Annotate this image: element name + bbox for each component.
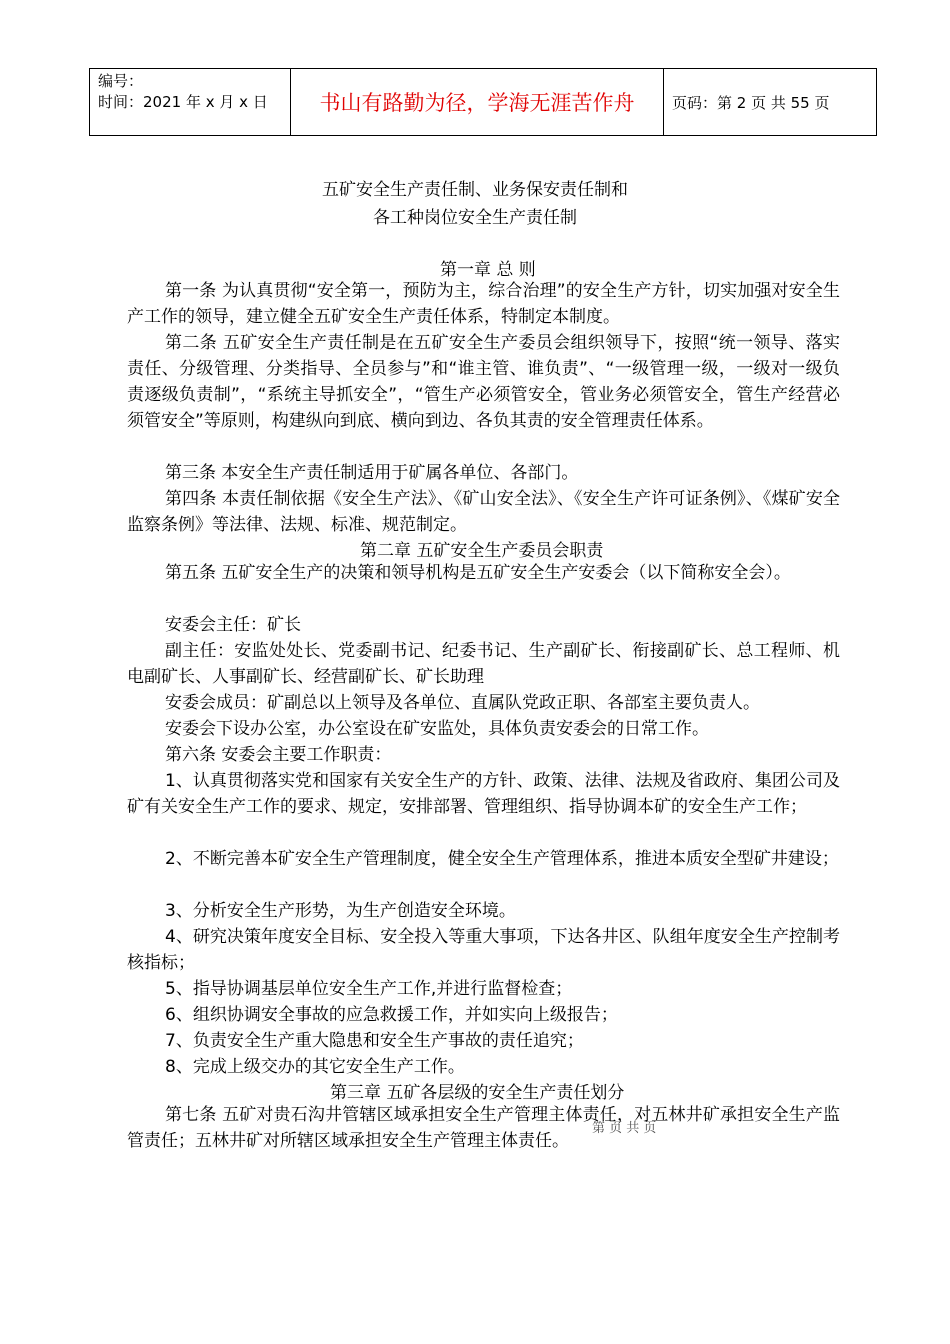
chapter-3-heading: 第三章 五矿各层级的安全生产责任划分 <box>330 1083 625 1103</box>
chapter-2-heading: 第二章 五矿安全生产委员会职责 <box>360 541 604 561</box>
duty-1: 1、认真贯彻落实党和国家有关安全生产的方针、政策、法律、法规及省政府、集团公司及矿有关安全生产工作的要求、规定，安排部署、管理组织、指导协调本矿的安全生产工作； <box>127 771 840 817</box>
header-meta-cell <box>90 69 291 135</box>
committee-office: 安委会下设办公室，办公室设在矿安监处，具体负责安委会的日常工作。 <box>165 719 709 739</box>
duty-2: 2、不断完善本矿安全生产管理制度，健全安全生产管理体系，推进本质安全型矿井建设； <box>165 849 839 869</box>
page-label: 页码：第 2 页 共 55 页 <box>672 93 830 112</box>
motto: 书山有路勤为径，学海无涯苦作舟 <box>291 69 664 135</box>
duty-5: 5、指导协调基层单位安全生产工作,并进行监督检查； <box>165 979 573 999</box>
duty-8: 8、完成上级交办的其它安全生产工作。 <box>165 1057 465 1077</box>
duty-4: 4、研究决策年度安全目标、安全投入等重大事项，下达各井区、队组年度安全生产控制考核指标； <box>127 927 840 973</box>
committee-deputies: 副主任：安监处处长、党委副书记、纪委书记、生产副矿长、衔接副矿长、总工程师、机电副矿长、人事副矿长、经营副矿长、矿长助理 <box>127 641 840 687</box>
duty-3: 3、分析安全生产形势，为生产创造安全环境。 <box>165 901 516 921</box>
article-6: 第六条 安委会主要工作职责： <box>165 745 392 765</box>
article-4: 第四条 本责任制依据《安全生产法》、《矿山安全法》、《安全生产许可证条例》、《煤矿安全监察条例》等法律、法规、标准、规范制定。 <box>127 489 840 535</box>
doc-title-line2: 各工种岗位安全生产责任制 <box>373 208 577 228</box>
number-label: 编号： <box>98 72 144 90</box>
page-footer-overlap: 第 页 共 页 <box>592 1121 657 1136</box>
committee-members: 安委会成员：矿副总以上领导及各单位、直属队党政正职、各部室主要负责人。 <box>165 693 760 713</box>
article-7: 第七条 五矿对贵石沟井管辖区域承担安全生产管理主体责任，对五林井矿承担安全生产监管责任；五林井矿对所辖区域承担安全生产管理主体责任。 <box>127 1105 840 1151</box>
header-table <box>89 68 877 136</box>
duty-6: 6、组织协调安全事故的应急救援工作，并如实向上级报告； <box>165 1005 618 1025</box>
chapter-1-heading: 第一章 总 则 <box>440 260 536 280</box>
doc-title-line1: 五矿安全生产责任制、业务保安责任制和 <box>322 180 628 200</box>
article-1: 第一条 为认真贯彻“安全第一，预防为主，综合治理”的安全生产方针，切实加强对安全生产工作的领导，建立健全五矿安全生产责任体系，特制定本制度。 <box>127 281 840 327</box>
article-2: 第二条 五矿安全生产责任制是在五矿安全生产委员会组织领导下，按照“统一领导、落实责任、分级管理、分类指导、全员参与”和“谁主管、谁负责”、“一级管理一级，一级对一级负责逐级负责制”，“系统主导抓安全”，“管生产必须管安全，管业务必须管安全，管生产经营必须管安全”等原则，构建纵向到底、横向到边、各负其责的安全管理责任体系。 <box>127 333 840 431</box>
time-label: 时间：2021 年 x 月 x 日 <box>98 93 268 111</box>
duty-7: 7、负责安全生产重大隐患和安全生产事故的责任追究； <box>165 1031 584 1051</box>
article-5: 第五条 五矿安全生产的决策和领导机构是五矿安全生产安委会（以下简称安全会）。 <box>165 563 791 583</box>
article-3: 第三条 本安全生产责任制适用于矿属各单位、各部门。 <box>165 463 579 483</box>
committee-director: 安委会主任：矿长 <box>165 615 301 635</box>
